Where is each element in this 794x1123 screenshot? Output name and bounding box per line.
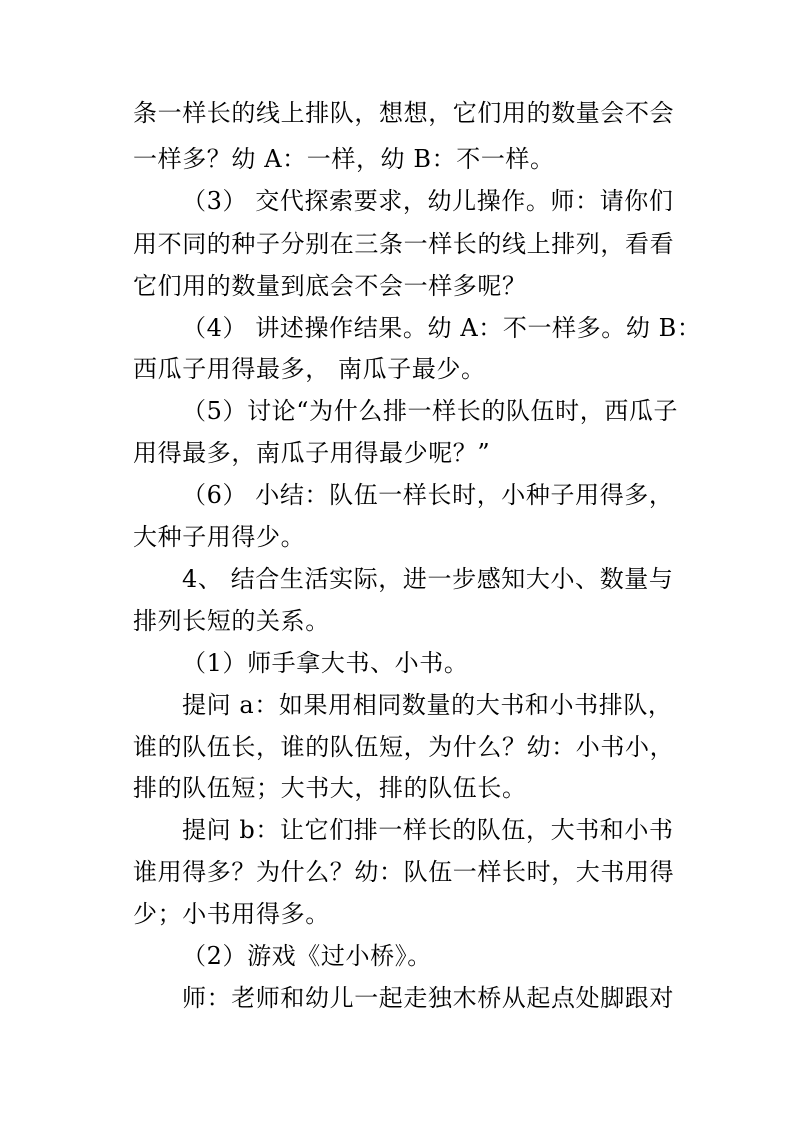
text-line: 一样多？幼 A：一样，幼 B：不一样。 [133, 145, 555, 173]
text-line: 排列长短的关系。 [133, 607, 330, 635]
text-line: 提问 a：如果用相同数量的大书和小书排队， [182, 691, 673, 719]
text-line: 排的队伍短；大书大，排的队伍长。 [133, 774, 527, 802]
text-line: 谁用得多？为什么？幼：队伍一样长时，大书用得 [133, 858, 675, 886]
text-line: （1）师手拿大书、小书。 [182, 649, 469, 677]
text-line: 用不同的种子分别在三条一样长的线上排列，看看 [133, 230, 675, 258]
text-line: （6） 小结：队伍一样长时，小种子用得多， [182, 481, 674, 509]
text-line: 谁的队伍长，谁的队伍短，为什么？幼：小书小， [133, 733, 675, 761]
text-line: （5）讨论“为什么排一样长的队伍时，西瓜子 [182, 397, 679, 425]
text-line: 少；小书用得多。 [133, 900, 330, 928]
text-line: 它们用的数量到底会不会一样多呢？ [133, 272, 527, 300]
text-line: 大种子用得少。 [133, 523, 306, 551]
text-line: 用得最多，南瓜子用得最少呢？” [133, 439, 491, 467]
text-line: 师：老师和幼儿一起走独木桥从起点处脚跟对 [182, 984, 674, 1012]
text-line: （3） 交代探索要求，幼儿操作。师：请你们 [182, 187, 674, 215]
text-line: 条一样长的线上排队，想想，它们用的数量会不会 [133, 99, 675, 127]
text-line: 西瓜子用得最多， 南瓜子最少。 [133, 355, 486, 383]
text-line: 提问 b：让它们排一样长的队伍，大书和小书 [182, 816, 674, 844]
text-line: （4） 讲述操作结果。幼 A：不一样多。幼 B： [182, 314, 702, 342]
text-line: 4、 结合生活实际，进一步感知大小、数量与 [182, 565, 674, 593]
text-line: （2）游戏《过小桥》。 [182, 942, 432, 970]
